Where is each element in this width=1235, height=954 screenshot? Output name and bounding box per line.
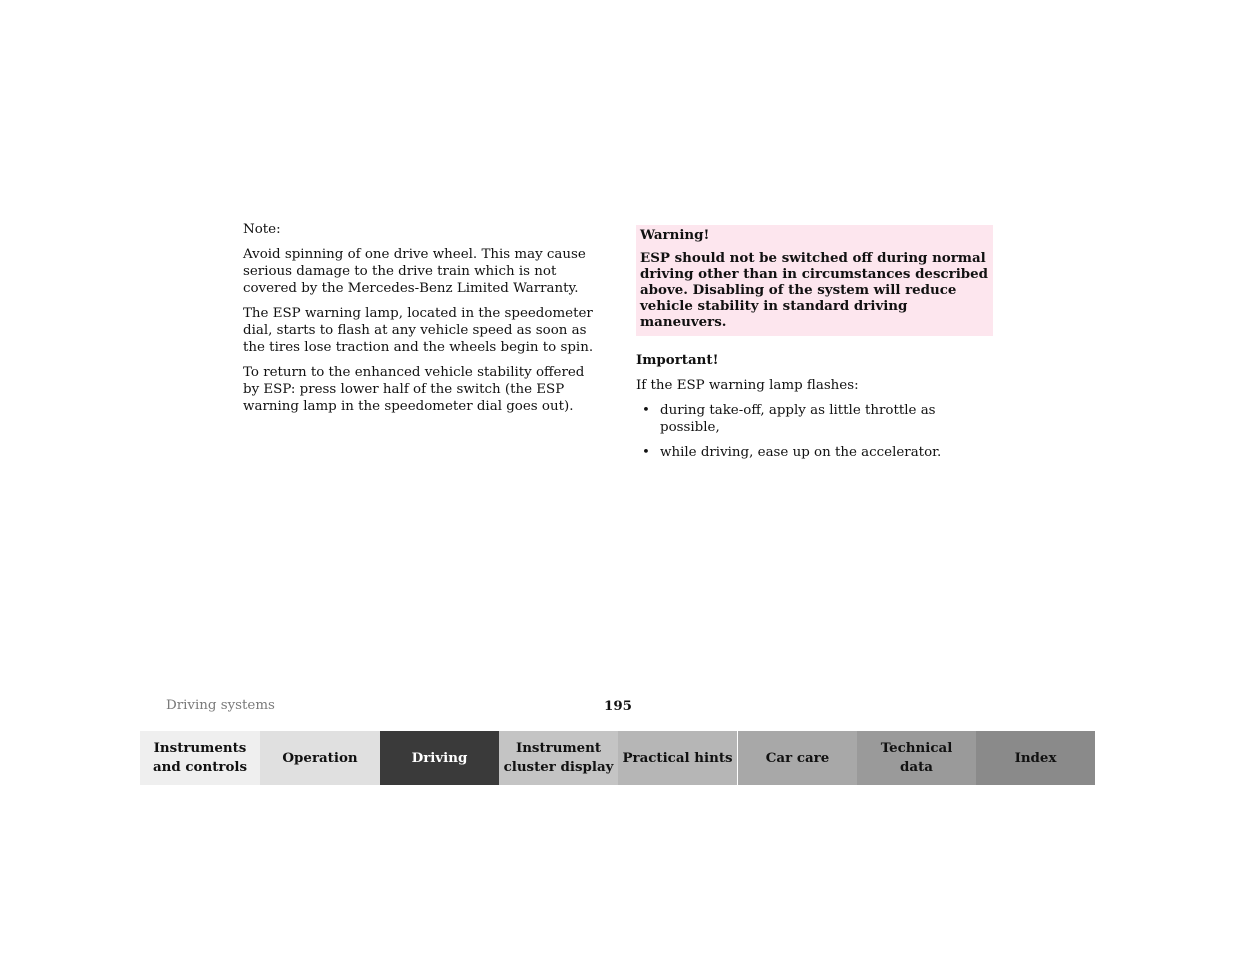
list-item	[636, 402, 993, 436]
bullet-icon: •	[642, 403, 650, 418]
tab-instrument-cluster-display[interactable]	[499, 731, 618, 785]
tab-label: Instrument cluster display	[503, 740, 614, 775]
tab-label: Technical data	[880, 740, 953, 775]
right-column	[636, 225, 993, 469]
page-number: 195	[604, 698, 632, 714]
tab-label: Index	[1014, 749, 1057, 766]
tab-practical-hints[interactable]	[618, 731, 738, 785]
list-item-text: during take-off, apply as little throttle as possible,	[660, 403, 936, 435]
important-bullet-list	[636, 402, 993, 461]
bullet-icon: •	[642, 445, 650, 460]
list-item	[636, 444, 993, 461]
tab-label: Driving	[411, 749, 468, 766]
warning-title: Warning!	[640, 227, 710, 243]
note-label: Note:	[243, 222, 281, 237]
note-paragraph-drive-wheel: Avoid spinning of one drive wheel. This may cause serious damage to the drive train which is not covered by the Mercedes-Benz Limited Warranty.	[243, 247, 586, 296]
tab-label: Operation	[282, 749, 358, 766]
list-item-text: while driving, ease up on the accelerator.	[660, 445, 942, 460]
important-title: Important!	[636, 352, 719, 368]
section-label: Driving systems	[166, 698, 275, 713]
tab-instruments-and-controls[interactable]	[140, 731, 260, 785]
tab-index[interactable]	[976, 731, 1095, 785]
tab-label: Car care	[765, 749, 830, 766]
left-column	[243, 221, 603, 423]
note-paragraph-return-esp: To return to the enhanced vehicle stability offered by ESP: press lower half of the switch (the ESP warning lamp in the speedometer dial goes out).	[243, 365, 585, 414]
tab-operation[interactable]	[260, 731, 380, 785]
note-paragraph-warning-lamp: The ESP warning lamp, located in the speedometer dial, starts to flash at any vehicle speed as soon as the tires lose traction and the wheels begin to spin.	[243, 306, 594, 355]
tab-label: Instruments and controls	[152, 740, 248, 775]
warning-box	[636, 225, 993, 336]
tab-driving[interactable]	[380, 731, 499, 785]
tab-label: Practical hints	[622, 749, 733, 766]
tab-car-care[interactable]	[738, 731, 857, 785]
chapter-nav-bar	[140, 731, 1095, 785]
warning-text: ESP should not be switched off during normal driving other than in circumstances described above. Disabling of the system will reduce vehicle stability in standard driving maneuvers.	[640, 250, 989, 330]
tab-technical-data[interactable]	[857, 731, 976, 785]
important-intro: If the ESP warning lamp flashes:	[636, 378, 859, 393]
